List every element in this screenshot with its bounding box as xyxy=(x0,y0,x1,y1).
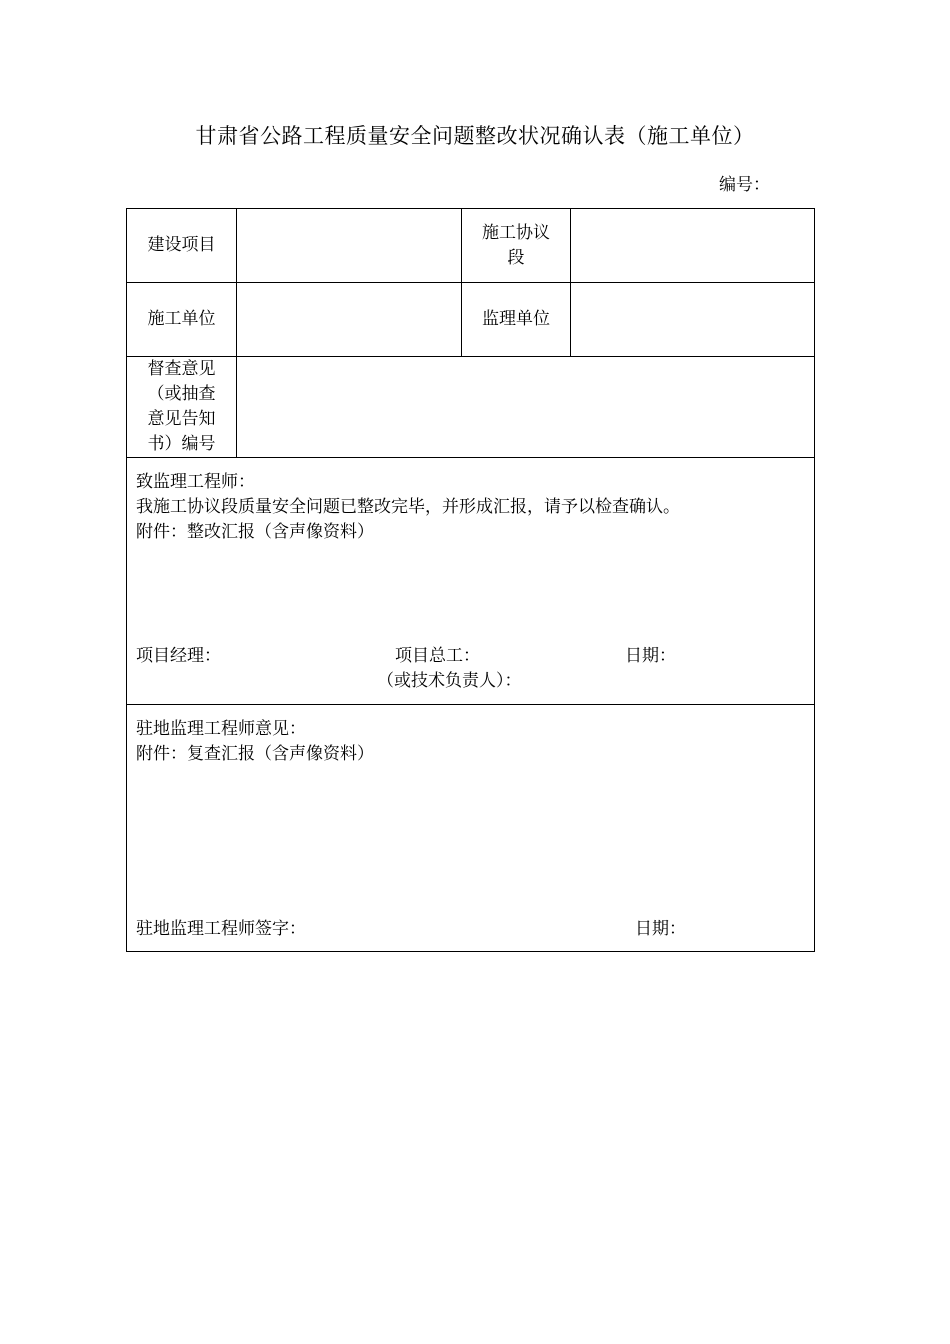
supervisor-signature-label: 驻地监理工程师签字： xyxy=(136,919,306,939)
contractor-value-cell[interactable] xyxy=(237,283,462,357)
contract-section-label: 施工协议段 xyxy=(482,222,550,268)
construction-project-label: 建设项目 xyxy=(147,235,216,255)
inspection-opinion-label-cell xyxy=(127,357,237,458)
inspection-opinion-label: 督查意见（或抽查意见告知书）编号 xyxy=(147,359,216,454)
inspection-opinion-value-cell[interactable] xyxy=(237,357,815,458)
contract-section-value-cell[interactable] xyxy=(571,209,815,283)
document-number-label: 编号： xyxy=(719,175,770,195)
supervisor-label-cell xyxy=(462,283,571,357)
supervisor-opinion-label: 驻地监理工程师意见： xyxy=(136,719,306,739)
page-title: 甘肃省公路工程质量安全问题整改状况确认表（施工单位） xyxy=(195,124,755,148)
contract-section-label-cell xyxy=(462,209,571,283)
review-attachment: 附件：复查汇报（含声像资料） xyxy=(136,744,374,764)
contractor-date-label: 日期： xyxy=(625,646,676,666)
contractor-label: 施工单位 xyxy=(147,309,216,329)
supervisor-label: 监理单位 xyxy=(482,309,550,329)
supervisor-opinion-cell xyxy=(127,705,815,952)
project-manager-label: 项目经理： xyxy=(136,646,221,666)
confirmation-form-table xyxy=(126,208,815,952)
construction-project-label-cell xyxy=(127,209,237,283)
chief-engineer-label: 项目总工： xyxy=(395,646,480,666)
chief-engineer-alt-label: （或技术负责人）： xyxy=(377,671,522,691)
supervisor-value-cell[interactable] xyxy=(571,283,815,357)
rectification-attachment: 附件：整改汇报（含声像资料） xyxy=(136,522,374,542)
supervisor-date-label: 日期： xyxy=(635,919,686,939)
contractor-statement-cell xyxy=(127,458,815,705)
construction-project-value-cell[interactable] xyxy=(237,209,462,283)
salutation-text: 致监理工程师： xyxy=(136,472,255,492)
contractor-label-cell xyxy=(127,283,237,357)
rectification-statement: 我施工协议段质量安全问题已整改完毕，并形成汇报，请予以检查确认。 xyxy=(136,497,680,517)
